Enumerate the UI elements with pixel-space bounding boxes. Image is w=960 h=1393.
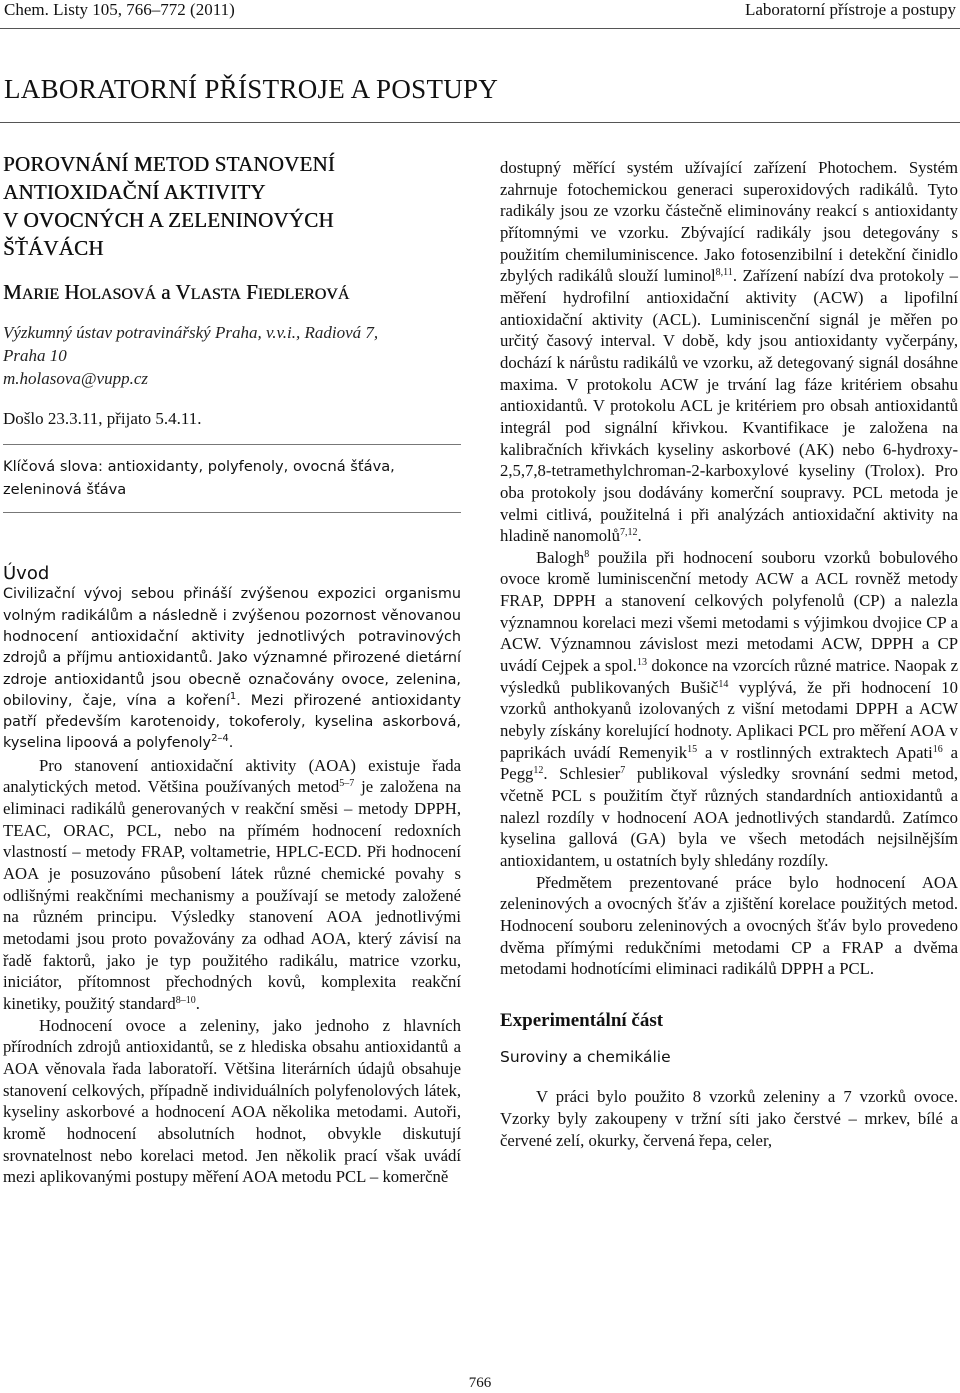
affiliation: Výzkumný ústav potravinářský Praha, v.v.i., Radiová 7, Praha 10 m.holasova@vupp.cz bbox=[3, 321, 461, 390]
body-paragraph: V práci bylo použito 8 vzorků zeleniny a 7 vzorků ovoce. Vzorky byly zakoupeny v tržní síti jako čerstvé – mrkev, bílé a červené zelí, okurky, červená řepa, celer, bbox=[500, 1087, 958, 1150]
page-number: 766 bbox=[468, 1375, 492, 1391]
header-rule bbox=[0, 28, 960, 29]
article-title bbox=[3, 150, 461, 262]
keywords: Klíčová slova: antioxidanty, polyfenoly, ovocná šťáva, zeleninová šťáva bbox=[3, 457, 395, 498]
keywords-rule-bottom bbox=[3, 512, 461, 513]
received-dates: Došlo 23.3.11, přijato 5.4.11. bbox=[3, 409, 202, 428]
title-line: POROVNÁNÍ METOD STANOVENÍ bbox=[3, 152, 335, 176]
right-column bbox=[500, 157, 958, 1151]
section-name: Laboratorní přístroje a postupy bbox=[744, 0, 956, 19]
left-column bbox=[3, 150, 461, 1188]
title-line: ANTIOXIDAČNÍ AKTIVITY bbox=[3, 180, 266, 204]
experimental-heading: Experimentální část bbox=[500, 1009, 664, 1031]
running-header bbox=[4, 0, 956, 20]
body-paragraph: Předmětem prezentované práce bylo hodnocení AOA zeleninových a ovocných šťáv a zjištění korelace použitých metod. Hodnocení souboru zeleninových a ovocných šťáv bylo provedeno dvěma přímými redukčními metodami CP a FRAP a dvěma metodami hodnotícími eliminaci radikálů DPPH a PCL. bbox=[500, 872, 958, 979]
journal-citation: Chem. Listy 105, 766–772 (2011) bbox=[4, 0, 235, 19]
section-title: LABORATORNÍ PŘÍSTROJE A POSTUPY bbox=[4, 74, 499, 104]
body-paragraph: Pro stanovení antioxidační aktivity (AOA) existuje řada analytických metod. Většina používaných metod$^{5-7}$ je založena na eliminaci radikálů generovaných v reakční směsi – metody DPPH, TEAC, ORAC, PCL, nebo na přímém hodnocení redoxních vlastností – metody FRAP, voltametrie, HPLC-ECD. Při hodnocení AOA je posuzováno působení látek různé chemické povahy s odlišnými reakčními mechanismy a používají se metody založené na různém principu. Výsledky stanovení AOA jednotlivými metodami jsou proto považovány za odhad AOA, který závisí na řadě faktorů, jako je typ použitého radikálu, matrice vzorku, iniciátor, přítomnost přechodných kovů, komplexita reakční kinetiky, použitý standard$^{8-10}$. bbox=[3, 755, 461, 1013]
intro-paragraph: Civilizační vývoj sebou přináší zvýšenou expozici organismu volným radikálům a následně i zvýšenou pozornost věnovanou hodnocení antioxidační aktivity jednotlivých potravinových zdrojů a příjmu antioxidantů. Jako významné přirozené dietární zdroje antioxidantů jsou obecně označovány ovoce, zelenina, obiloviny, čaje, vína a koření$^1$. Mezi přirozené antioxidanty patří především karotenoidy, tokoferoly, kyselina askorbová, kyselina lipoová a polyfenoly$^{2-4}$. bbox=[3, 586, 461, 752]
body-paragraph: Balogh$^8$ použila při hodnocení souboru vzorků bobulového ovoce kromě luminiscenční metody ACW a ACL rovněž metody FRAP, DPPH a stanovení celkových polyfenolů (CP) a nalezla významnou korelaci mezi všemi metodami s výjimkou dvojice CP a ACW. Významnou závislost mezi metodami ACW, DPPH a CP uvádí Cejpek a spol.$^{13}$ dokonce na vzorcích různé matrice. Naopak z výsledků publikovaných Bušič$^{14}$ vyplývá, že při hodnocení 10 vzorků anthokyanů izolovaných z višní metodami DPPH a ACW nebyly získány korelující hodnoty. Aplikaci PCL pro měření AOA v paprikách uvádí Remenyik$^{15}$ a v rostlinných extraktech Apati$^{16}$ a Pegg$^{12}$. Schlesier$^7$ publikoval výsledky srovnání sedmi metod, včetně PCL s použitím čtyř různých standardních antioxidantů a nalezl rozdíly v hodnocení AOA jednotlivých standardů. Zatímco kyselina gallová (GA) byla ve všech metodách nejsilnějším antioxidantem, u ostatních byly shledány rozdíly. bbox=[500, 547, 958, 870]
body-paragraph: dostupný měřící systém užívající zařízení Photochem. Systém zahrnuje fotochemickou generaci superoxidových radikálů. Tyto radikály jsou ze vzorku částečně eliminovány reakcí s antioxidanty přítomnými ve vzorku. Zbývající radikály jsou detegovány s použitím chemiluminiscence. Jako fotosenzibilní i detekční činidlo zbylých radikálů slouží luminol$^{8,11}$. Zařízení nabízí dva protokoly – měření hydrofilní antioxidační aktivity (ACW) a lipofilní antioxidační aktivity (ACL). Luminiscenční signál je měřen po určitý časový interval. V době, kdy jsou antioxidanty vyčerpány, dochází k nárůstu radikálů ve vzorku, až detegovaný signál dosáhne maxima. V protokolu ACW je trvání lag fáze kritériem obsahu antioxidantů. V protokolu ACL je kritériem pro obsah antioxidantů integrál pod signální křivkou. Kvantifikace je založena na kalibračních křivkách kyseliny askorbové (AK) nebo 6-hydroxy-2,5,7,8-tetramethylchroman-2-karboxylové kyseliny (Trolox). Pro oba protokoly jsou dodávány komerční soupravy. PCL metoda je velmi citlivá, použitelná i při analýzách antioxidační aktivity na hladině nanomolů$^{7,12}$. bbox=[500, 158, 958, 546]
section-rule bbox=[0, 122, 960, 123]
intro-heading: Úvod bbox=[3, 562, 50, 584]
authors: MARIE HOLASOVÁ a VLASTA FIEDLEROVÁ bbox=[3, 280, 350, 304]
body-paragraph: Hodnocení ovoce a zeleniny, jako jednoho z hlavních přírodních zdrojů antioxidantů, se z hlediska obsahu antioxidantů a AOA věnovala řada laboratoří. Většina literárních údajů obsahuje stanovení celkových, případně individuálních polyfenolových látek, kyseliny askorbové a hodnocení AOA několika metodami. Autoři, kromě hodnocení absolutních hodnot, obvykle diskutují srovnatelnost nebo korelaci metod. Jen několik prací však uvádí mezi aplikovanými postupy měření AOA metodu PCL – komerčně bbox=[3, 1015, 461, 1187]
subsection-heading: Suroviny a chemikálie bbox=[500, 1047, 671, 1066]
title-line: ŠŤÁVÁCH bbox=[3, 236, 104, 260]
keywords-rule-top bbox=[3, 444, 461, 445]
title-line: V OVOCNÝCH A ZELENINOVÝCH bbox=[3, 208, 334, 232]
email-link[interactable]: m.holasova@vupp.cz bbox=[3, 369, 149, 388]
